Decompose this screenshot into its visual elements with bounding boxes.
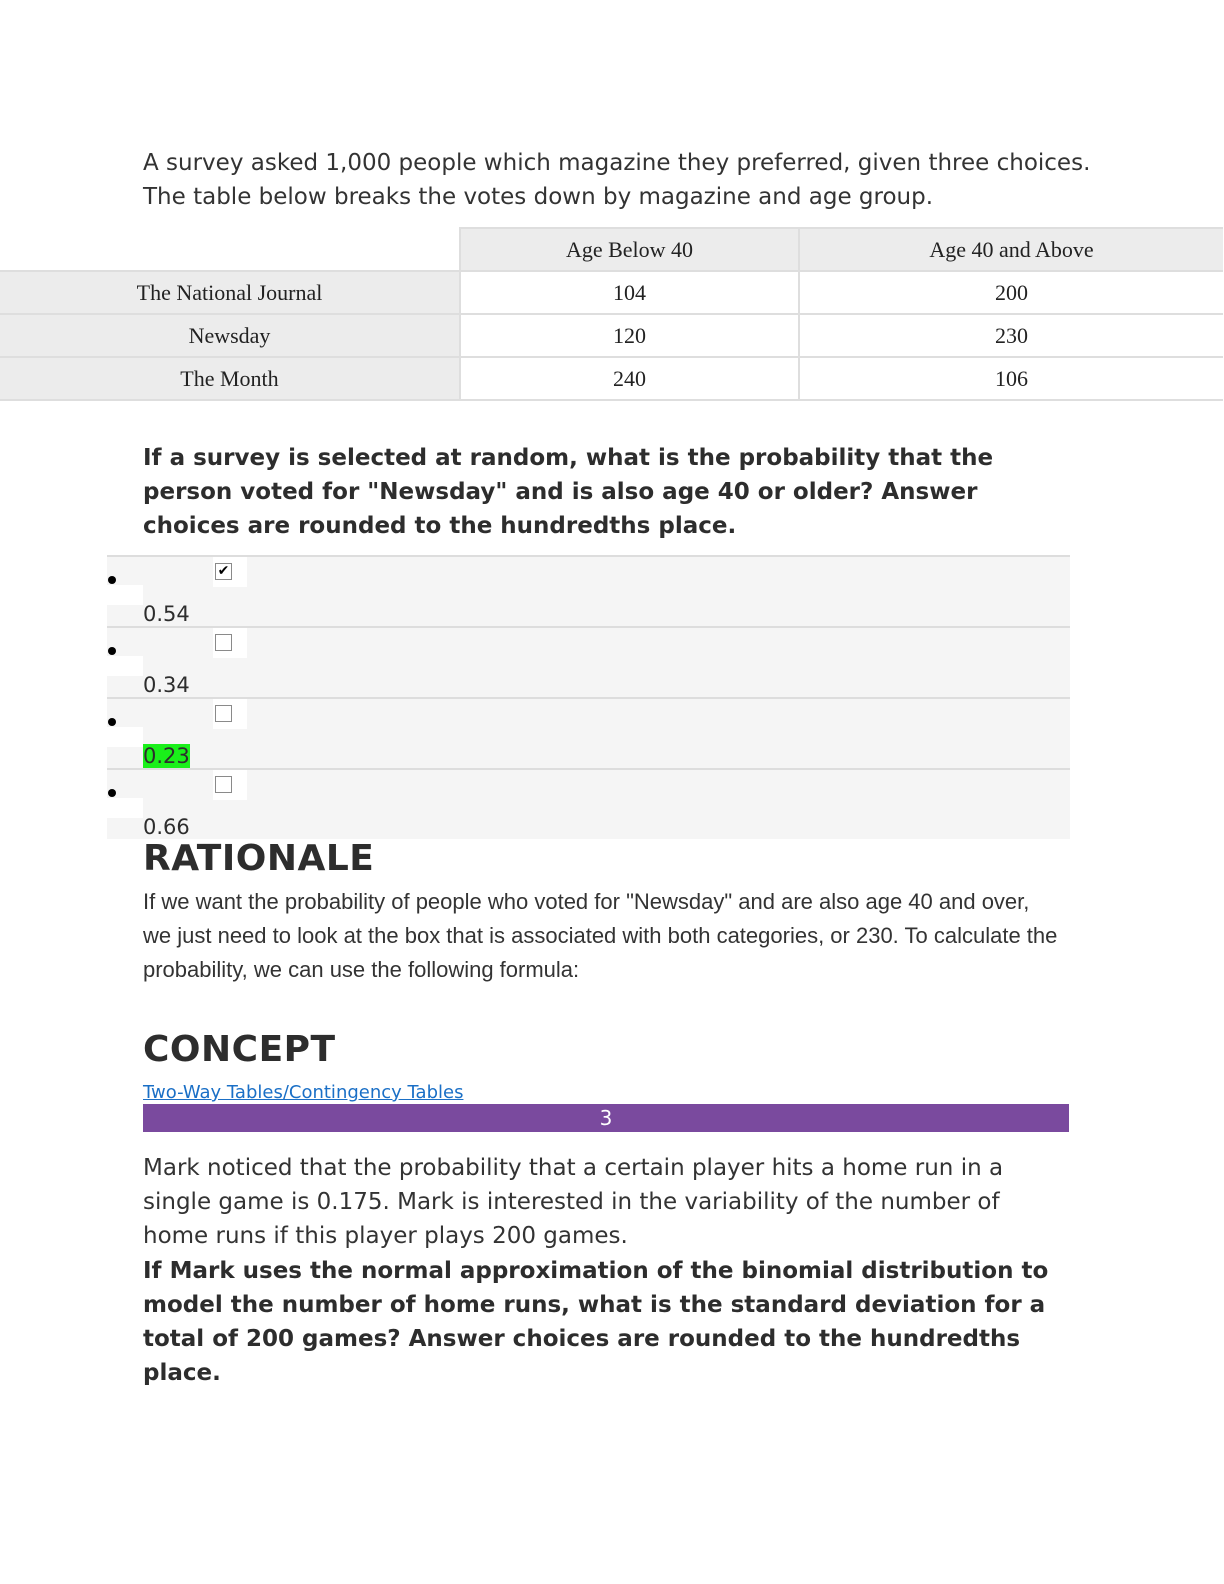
row-header: The Month xyxy=(0,357,460,400)
answer-choice[interactable] xyxy=(107,626,1070,697)
answer-label: 0.54 xyxy=(143,602,190,626)
bullet-icon xyxy=(108,789,116,797)
answer-checkbox[interactable]: ✔ xyxy=(215,563,232,580)
answer-checkbox[interactable] xyxy=(215,634,232,651)
rationale-text: If we want the probability of people who voted for "Newsday" and are also age 40 and over, we just need to look at the box that is associated with both categories, or 230. To calculate the probability, we can use the following formula: xyxy=(143,889,1058,982)
concept-heading: CONCEPT xyxy=(143,1029,336,1070)
answer-choice[interactable] xyxy=(107,768,1070,839)
answer-label: 0.34 xyxy=(143,673,190,697)
question-text: If a survey is selected at random, what is the probability that the person voted for "Newsday" and is also age 40 or older? Answer choices are rounded to the hundredths place. xyxy=(143,445,994,539)
bullet-icon xyxy=(108,647,116,655)
answer-choices xyxy=(107,555,1070,839)
table-cell: 104 xyxy=(460,271,799,314)
bullet-icon xyxy=(108,576,116,584)
question-3-prompt: If Mark uses the normal approximation of the binomial distribution to model the number of home runs, what is the standard deviation for a total of 200 games? Answer choices are rounded to the hundredths place. xyxy=(143,1258,1049,1386)
answer-choice[interactable] xyxy=(107,697,1070,768)
table-cell: 240 xyxy=(460,357,799,400)
question-3-text: Mark noticed that the probability that a certain player hits a home run in a single game is 0.175. Mark is interested in the variability of the number of home runs if this player plays 200 games. xyxy=(143,1155,1004,1249)
table-cell: 200 xyxy=(799,271,1223,314)
table-cell: 230 xyxy=(799,314,1223,357)
table-cell: 106 xyxy=(799,357,1223,400)
question-number-bar: 3 xyxy=(143,1104,1069,1132)
table-header-row xyxy=(0,228,1223,271)
table-cell: 120 xyxy=(460,314,799,357)
concept-link[interactable]: Two-Way Tables/Contingency Tables xyxy=(143,1082,464,1103)
answer-choice[interactable] xyxy=(107,555,1070,626)
answer-checkbox[interactable] xyxy=(215,776,232,793)
answer-checkbox[interactable] xyxy=(215,705,232,722)
row-header: Newsday xyxy=(0,314,460,357)
table-row xyxy=(0,314,1223,357)
table-row xyxy=(0,271,1223,314)
answer-label-correct: 0.23 xyxy=(143,744,190,768)
bullet-icon xyxy=(108,718,116,726)
intro-paragraph: A survey asked 1,000 people which magazine they preferred, given three choices. The table below breaks the votes down by magazine and age group. xyxy=(143,150,1091,210)
column-header: Age 40 and Above xyxy=(799,228,1223,271)
contingency-table xyxy=(0,227,1223,401)
row-header: The National Journal xyxy=(0,271,460,314)
table-corner-cell xyxy=(0,228,460,271)
rationale-heading: RATIONALE xyxy=(143,838,375,879)
answer-label: 0.66 xyxy=(143,815,190,839)
table-row xyxy=(0,357,1223,400)
column-header: Age Below 40 xyxy=(460,228,799,271)
